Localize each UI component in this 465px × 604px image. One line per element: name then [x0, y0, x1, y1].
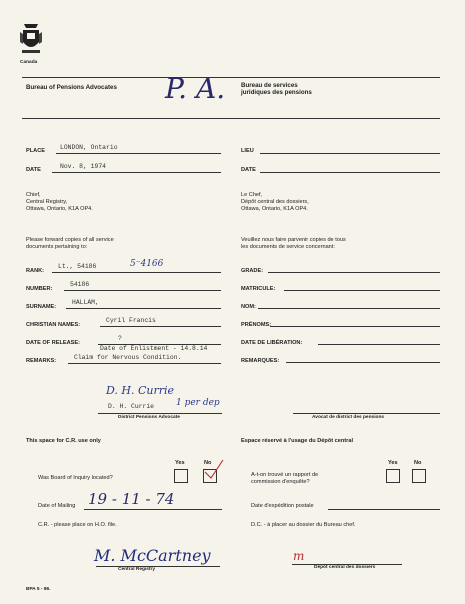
- rank-value: Lt., 54186: [58, 263, 97, 270]
- advocate-signature: D. H. Currie: [106, 384, 175, 397]
- prenoms-label: PRÉNOMS:: [241, 322, 272, 328]
- enlistment-note: Date of Enlistment - 14.8.14: [100, 345, 208, 352]
- date-line: [52, 172, 221, 173]
- mailing-label: Date of Mailing: [38, 503, 76, 509]
- address-en-2: Central Registry,: [26, 199, 68, 205]
- matricule-label: MATRICULE:: [241, 286, 276, 292]
- mailing-fr-line: [328, 509, 440, 510]
- number-value: 54186: [70, 281, 90, 288]
- date-fr-line: [260, 172, 440, 173]
- cr-note-en: C.R. - please place on H.O. file.: [38, 522, 117, 528]
- cr-section-title-fr: Espace réservé à l'usage du Dépôt central: [241, 438, 354, 444]
- registry-initial-mark: m: [293, 549, 305, 563]
- bureau-fr-line2: juridiques des pensions: [241, 89, 312, 96]
- cr-note-fr: D.C. - à placer au dossier du Bureau chef.: [251, 522, 356, 528]
- mailing-line: [84, 509, 222, 510]
- surname-line: [66, 308, 221, 309]
- no-label-fr: No: [414, 460, 422, 466]
- christian-names-label: CHRISTIAN NAMES:: [26, 322, 81, 328]
- handwritten-pa-mark: P. A.: [165, 72, 226, 105]
- country-label: Canada: [20, 60, 38, 65]
- date-value: Nov. 8, 1974: [60, 163, 107, 170]
- remarks-label: REMARKS:: [26, 358, 57, 364]
- board-question-en: Was Board of Inquiry located?: [38, 475, 113, 481]
- date-fr-label: DATE: [241, 167, 256, 173]
- christian-names-line: [100, 326, 221, 327]
- board-yes-checkbox-en[interactable]: [174, 469, 188, 483]
- rank-label: RANK:: [26, 268, 45, 274]
- address-en-3: Ottawa, Ontario, K1A OP4.: [26, 206, 93, 212]
- rank-line: [52, 272, 221, 273]
- registry-signature: M. McCartney: [94, 546, 211, 565]
- board-no-checkbox-fr[interactable]: [412, 469, 426, 483]
- cr-section-title-en: This space for C.R. use only: [26, 438, 101, 444]
- date-of-release-value: ?: [118, 335, 122, 342]
- place-label: PLACE: [26, 148, 45, 154]
- matricule-line: [284, 290, 440, 291]
- nom-label: NOM:: [241, 304, 256, 310]
- remarques-line: [286, 362, 440, 363]
- header-top-rule: [22, 77, 440, 78]
- registry-line: [96, 566, 220, 567]
- address-fr-3: Ottawa, Ontario, K1A OP4.: [241, 206, 308, 212]
- date-label: DATE: [26, 167, 41, 173]
- board-question-fr-1: A-t-on trouvé un rapport de: [251, 472, 319, 478]
- request-fr-2: les documents de service concernant:: [241, 244, 335, 250]
- request-en-2: documents pertaining to:: [26, 244, 88, 250]
- rank-handwritten: 5⁻4166: [130, 259, 164, 269]
- address-fr-2: Dépôt central des dossiers,: [241, 199, 309, 205]
- red-check-mark-icon: [203, 458, 225, 482]
- address-fr-1: Le Chef,: [241, 192, 263, 198]
- lieu-line: [260, 153, 440, 154]
- lieu-label: LIEU: [241, 148, 254, 154]
- number-label: NUMBER:: [26, 286, 53, 292]
- form-code: BPA 5 - 86.: [26, 587, 51, 592]
- place-value: LONDON, Ontario: [60, 144, 118, 151]
- board-question-fr-2: commission d'enquête?: [251, 479, 310, 485]
- advocate-typed-name: D. H. Currie: [108, 403, 155, 410]
- registry-label: Central Registry: [118, 567, 156, 572]
- bureau-en: Bureau of Pensions Advocates: [26, 84, 117, 91]
- yes-label-en: Yes: [175, 460, 185, 466]
- address-en-1: Chief,: [26, 192, 41, 198]
- prenoms-line: [270, 326, 440, 327]
- mailing-date-handwritten: 19 - 11 - 74: [88, 490, 175, 508]
- remarks-line: [68, 363, 221, 364]
- surname-label: SURNAME:: [26, 304, 57, 310]
- place-line: [56, 153, 221, 154]
- signature-line: [98, 413, 222, 414]
- remarques-label: REMARQUES:: [241, 358, 280, 364]
- surname-value: HALLAM,: [72, 299, 99, 306]
- board-yes-checkbox-fr[interactable]: [386, 469, 400, 483]
- request-fr-1: Veuillez nous faire parvenir copies de tous: [241, 237, 346, 243]
- bureau-fr-line1: Bureau de services: [241, 82, 298, 89]
- date-of-release-label: DATE OF RELEASE:: [26, 340, 80, 346]
- date-liberation-label: DATE DE LIBÉRATION:: [241, 340, 303, 346]
- signature-fr-line: [293, 413, 440, 414]
- registry-label-fr: Dépôt central des dossiers: [314, 565, 376, 570]
- advocate-label-fr: Avocat de district des pensions: [312, 415, 385, 420]
- grade-label: GRADE:: [241, 268, 264, 274]
- number-line: [64, 290, 221, 291]
- request-en-1: Please forward copies of all service: [26, 237, 114, 243]
- advocate-note: 1 per dep: [176, 398, 220, 408]
- mailing-label-fr: Date d'expédition postale: [251, 503, 314, 509]
- date-liberation-line: [318, 344, 440, 345]
- header-bottom-rule: [22, 118, 440, 119]
- advocate-label-en: District Pensions Advocate: [118, 415, 180, 420]
- christian-names-value: Cyril Francis: [106, 317, 156, 324]
- remarks-value: Claim for Nervous Condition.: [74, 354, 182, 361]
- no-label-en: No: [204, 460, 212, 466]
- nom-line: [258, 308, 440, 309]
- yes-label-fr: Yes: [388, 460, 398, 466]
- canada-crest-icon: [18, 22, 44, 56]
- grade-line: [268, 272, 440, 273]
